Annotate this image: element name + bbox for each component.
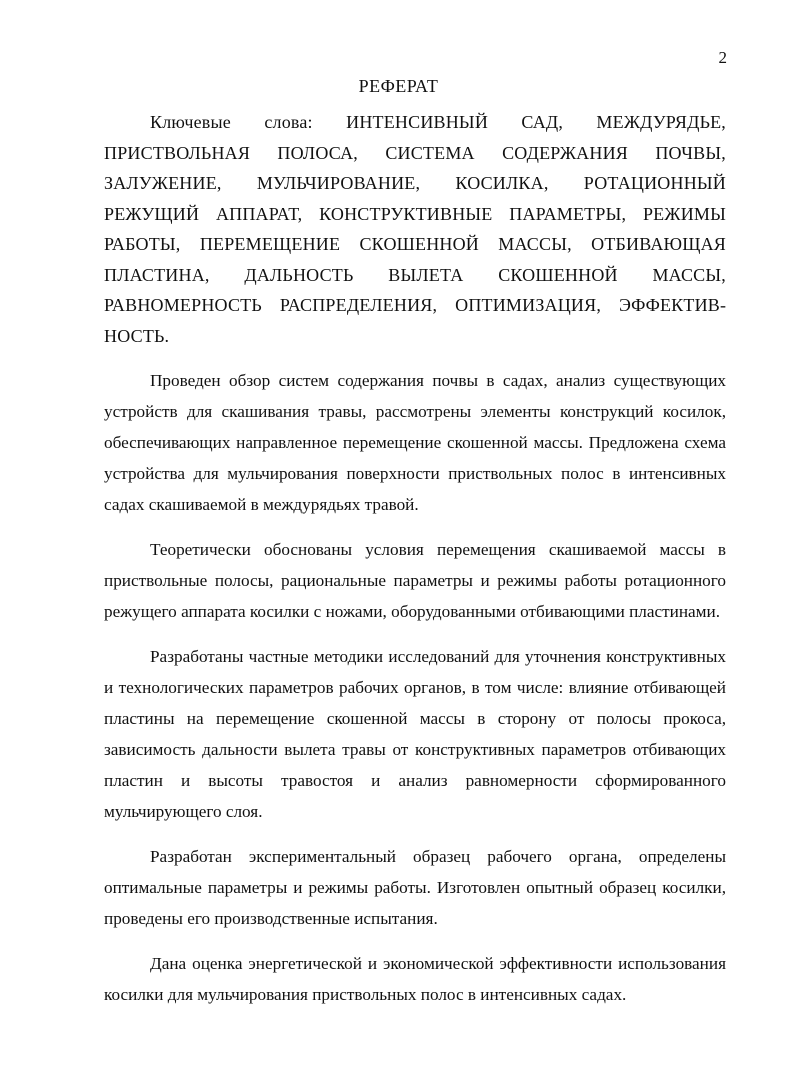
- paragraph-prototype: Разработан экспериментальный образец рабочего органа, определены оптимальные параметры и режимы работы. Изготовлен опытный образец косилки, проведены его производственные испытания.: [104, 847, 726, 928]
- paragraph-overview: Проведен обзор систем содержания почвы в садах, анализ существующих устройств для скашивания травы, рассмотрены элементы конструкций косилок, обеспечивающих направленное перемещение скошенной массы. Предложена схема устройства для мульчирования поверхности приствольных полос в интенсивных садах скашиваемой в междурядьях травой.: [104, 371, 726, 514]
- page-title: РЕФЕРАТ: [358, 76, 439, 96]
- abstract-body: [104, 107, 726, 1010]
- paragraph-efficiency: Дана оценка энергетической и экономической эффективности использования косилки для мульчирования приствольных полос в интенсивных садах.: [104, 954, 726, 1004]
- paragraph-methods: Разработаны частные методики исследований для уточнения конструктивных и технологических параметров рабочих органов, в том числе: влияние отбивающей пластины на перемещение скошенной массы в сторону от полосы прокоса, зависимость дальности вылета травы от конструктивных параметров отбивающих пластин и высоты травостоя и анализ равномерности сформированного мульчирующего слоя.: [104, 647, 726, 821]
- paragraph-theory: Теоретически обоснованы условия перемещения скашиваемой массы в приствольные полосы, рациональные параметры и режимы работы ротационного режущего аппарата косилки с ножами, оборудованными отбивающими пластинами.: [104, 540, 726, 621]
- page-number: 2: [718, 48, 727, 67]
- keywords-paragraph: Ключевые слова: ИНТЕНСИВНЫЙ САД, МЕЖДУРЯДЬЕ, ПРИСТВОЛЬНАЯ ПОЛОСА, СИСТЕМА СОДЕРЖАНИЯ ПОЧВЫ, ЗАЛУЖЕНИЕ, МУЛЬЧИРОВАНИЕ, КОСИЛКА, РОТАЦИОННЫЙ РЕЖУЩИЙ АППАРАТ, КОНСТРУКТИВНЫЕ ПАРАМЕТРЫ, РЕЖИМЫ РАБОТЫ, ПЕРЕМЕЩЕНИЕ СКОШЕННОЙ МАССЫ, ОТБИВАЮЩАЯ ПЛАСТИНА, ДАЛЬНОСТЬ ВЫЛЕТА СКОШЕННОЙ МАССЫ, РАВНОМЕРНОСТЬ РАСПРЕДЕЛЕНИЯ, ОПТИМИЗАЦИЯ, ЭФФЕКТИВНОСТЬ.: [104, 112, 726, 346]
